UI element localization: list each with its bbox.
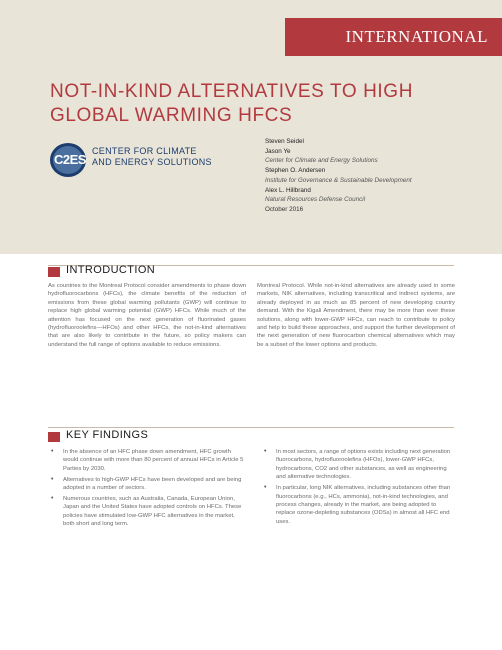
- key-findings-left-list: [50, 448, 246, 531]
- logo-mark-text: C2ES: [54, 152, 86, 167]
- key-findings-heading-label: KEY FINDINGS: [66, 429, 149, 441]
- logo-name-line-1: CENTER FOR CLIMATE: [92, 146, 197, 156]
- heading-marker: [48, 432, 60, 442]
- list-item: • In most sectors, a range of options exists including next generation fluorocarbons, hydrofluoroolefins (HFOs), lower-GWP HFCs, hydrocarbons, CO2 and other substances, as well as engineering and alternative technologies.: [263, 448, 455, 482]
- author-name: Steven Seidel: [265, 138, 304, 145]
- heading-marker: [48, 267, 60, 277]
- author-name: Stephen O. Andersen: [265, 167, 326, 175]
- author-name: Alex L. Hillbrand: [265, 186, 311, 194]
- logo-name-line-2: AND ENERGY SOLUTIONS: [92, 157, 212, 167]
- report-title: NOT-IN-KIND ALTERNATIVES TO HIGH GLOBAL WARMING HFCS: [50, 81, 414, 126]
- c2es-logo: [50, 143, 250, 179]
- key-findings-right-list: [263, 448, 455, 529]
- publication-date: October 2016: [265, 205, 304, 213]
- section-tab: [285, 18, 502, 56]
- author-organization: Natural Resources Defense Council: [265, 196, 366, 204]
- author-organization: Institute for Governance & Sustainable Development: [265, 176, 412, 184]
- introduction-heading-label: INTRODUCTION: [66, 264, 156, 276]
- introduction-column-2: Montreal Protocol. While not-in-kind alternatives are already used in some markets, NIK alternatives, including transcritical and indirect systems, are already deployed in as much as 85 percent of new developing country demand. With the Kigali Amendment, there may be more than ever these solutions, along with lower-GWP HFCs, can reach to contribute to policy and help to build these approaches, and support the further development of the next generation of new fluorocarbon chemical alternatives which may be a subset of the lower options and products.: [257, 283, 455, 348]
- author-organization: Center for Climate and Energy Solutions: [265, 157, 378, 165]
- list-item: • In particular, long NIK alternatives, including substances other than fluorocarbons (e.g., HCs, ammonia), not-in-kind technologies, and process changes, already in the market, are being adopted to replace ozone-depleting substances (ODSs) in almost all HFC end uses.: [263, 484, 455, 526]
- list-item: • In the absence of an HFC phase down amendment, HFC growth would continue with more than 80 percent of annual HFCs in Article 5 Parties by 2030.: [50, 448, 246, 473]
- author-name: Jason Ye: [265, 147, 291, 155]
- logo-name: [92, 146, 252, 168]
- list-item: • Numerous countries, such as Australia, Canada, European Union, Japan and the United States have adopted controls on HFCs. These policies have stimulated low-GWP HFC alternatives in the market, both short and long term.: [50, 495, 246, 529]
- list-item: • Alternatives to high-GWP HFCs have been developed and are being adopted in a number of sectors.: [50, 476, 246, 493]
- logo-mark: [50, 143, 90, 177]
- section-divider: [48, 427, 454, 428]
- section-tab-label: INTERNATIONAL: [345, 27, 488, 46]
- author-list: [265, 137, 495, 215]
- introduction-column-1: As countries to the Montreal Protocol consider amendments to phase down hydrofluorocarbons (HFCs), the climate benefits of the reduction of emissions from these global warming pollutants (GWP) will continue to replace high global warming potential (GWP) HFCs. While much of the attention has focused on the next generation of fluorinated gases (hydrofluoroolefins—HFOs) and other HFCs, the not-in-kind alternatives that are also likely to contribute in the future, so policy makers can understand the full range of options available to reduce emissions.: [48, 283, 246, 348]
